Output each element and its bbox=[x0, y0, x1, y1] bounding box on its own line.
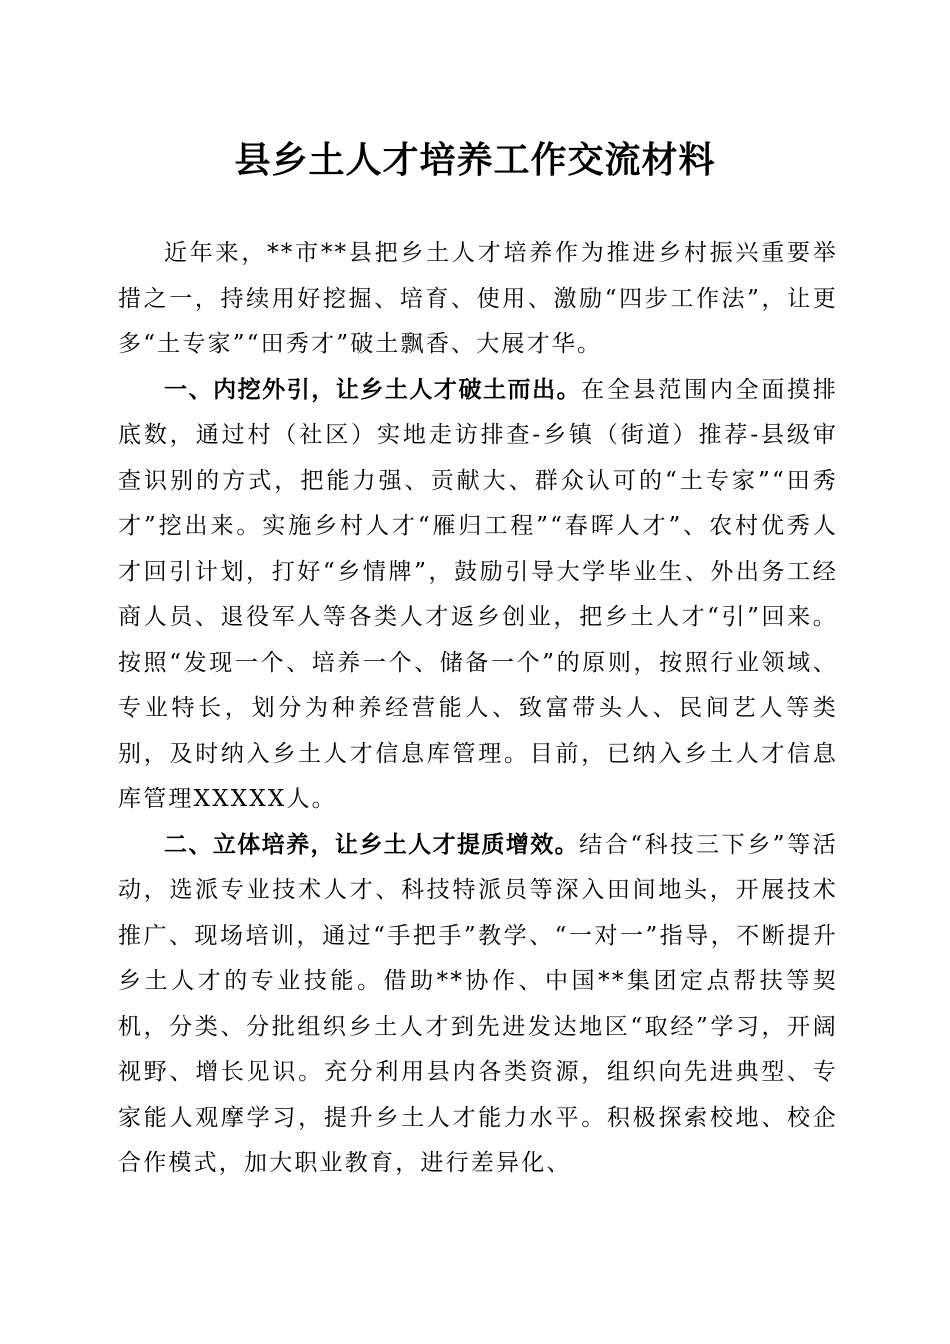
section-1-text: 在全县范围内全面摸排底数，通过村（社区）实地走访排查-乡镇（街道）推荐-县级审查识别的方式，把能力强、贡献大、群众认可的“土专家”“田秀才”挖出来。实施乡村人才“雁归工程”“春晖人才”、农村优秀人才回引计划，打好“乡情牌”，鼓励引导大学毕业生、外出务工经商人员、退役军人等各类人才返乡创业，把乡土人才“引”回来。按照“发现一个、培养一个、储备一个”的原则，按照行业领域、专业特长，划分为种养经营能人、致富带头人、民间艺人等类别，及时纳入乡土人才信息库管理。目前，已纳入乡土人才信息库管理XXXXX人。 bbox=[118, 376, 839, 812]
document-body bbox=[118, 231, 838, 1187]
paragraph-section-2 bbox=[118, 823, 838, 1187]
section-1-heading: 一、内挖外引，让乡土人才破土而出。 bbox=[164, 376, 582, 403]
paragraph-section-1 bbox=[118, 368, 838, 823]
paragraph-intro bbox=[118, 231, 838, 368]
section-2-heading: 二、立体培养，让乡土人才提质增效。 bbox=[164, 831, 580, 858]
paragraph-intro-text: 近年来，**市**县把乡土人才培养作为推进乡村振兴重要举措之一，持续用好挖掘、培育、使用、激励“四步工作法”，让更多“土专家”“田秀才”破土飘香、大展才华。 bbox=[118, 240, 838, 357]
section-2-text: 结合“科技三下乡”等活动，选派专业技术人才、科技特派员等深入田间地头，开展技术推广、现场培训，通过“手把手”教学、“一对一”指导，不断提升乡土人才的专业技能。借助**协作、中国**集团定点帮扶等契机，分类、分批组织乡土人才到先进发达地区“取经”学习，开阔视野、增长见识。充分利用县内各类资源，组织向先进典型、专家能人观摩学习，提升乡土人才能力水平。积极探索校地、校企合作模式，加大职业教育，进行差异化、 bbox=[118, 831, 839, 1176]
document-title: 县乡土人才培养工作交流材料 bbox=[234, 139, 716, 181]
